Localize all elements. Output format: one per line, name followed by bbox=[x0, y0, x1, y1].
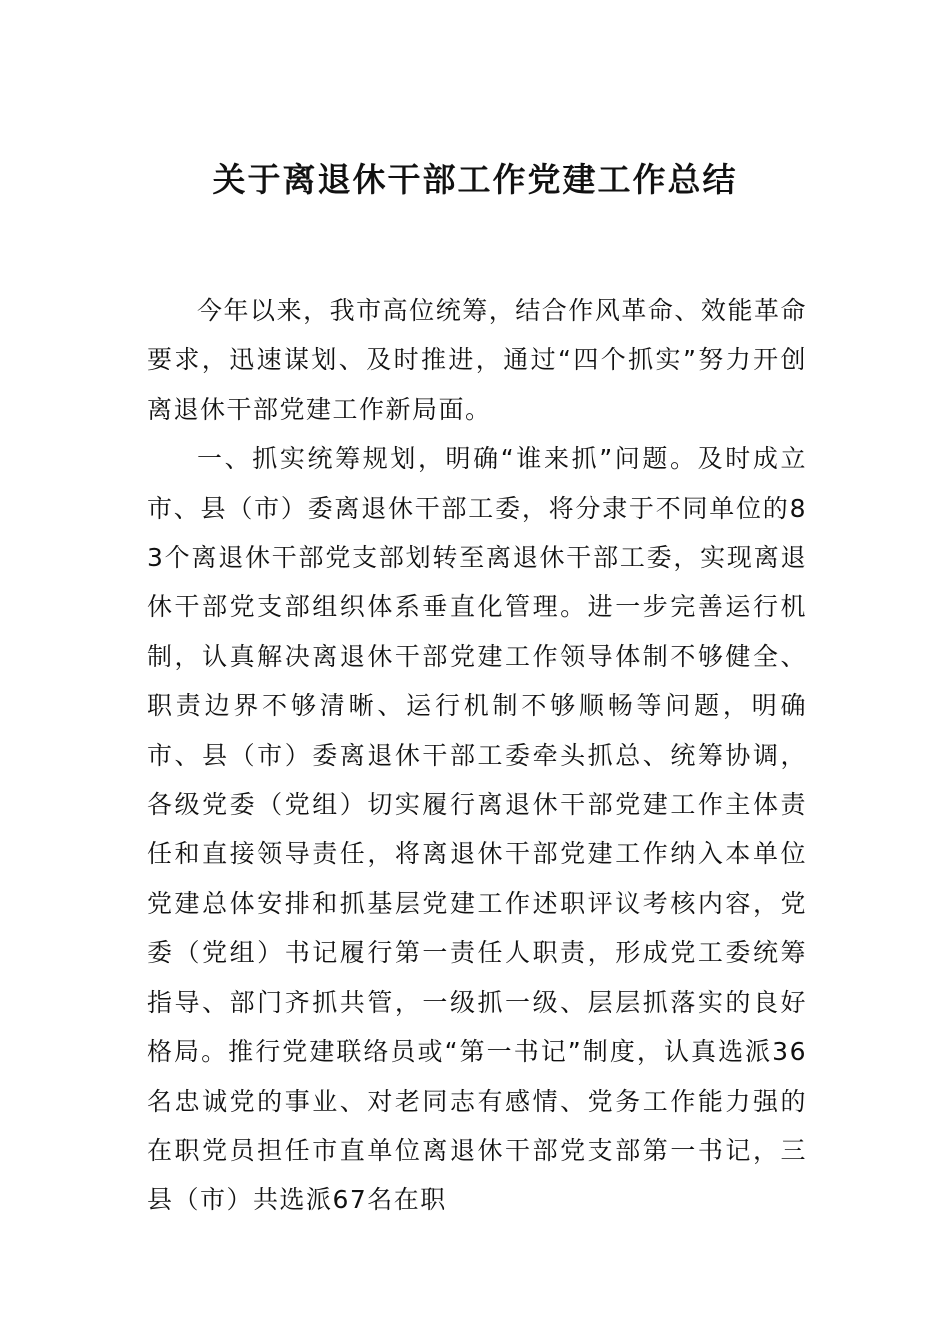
paragraph-intro: 今年以来，我市高位统筹，结合作风革命、效能革命要求，迅速谋划、及时推进，通过“四个抓实”努力开创离退休干部党建工作新局面。 bbox=[147, 296, 807, 424]
document-title: 关于离退休干部工作党建工作总结 bbox=[212, 160, 738, 199]
paragraph-section-1: 一、抓实统筹规划，明确“谁来抓”问题。及时成立市、县（市）委离退休干部工委，将分隶于不同单位的83个离退休干部党支部划转至离退休干部工委，实现离退休干部党支部组织体系垂直化管理。进一步完善运行机制，认真解决离退休干部党建工作领导体制不够健全、职责边界不够清晰、运行机制不够顺畅等问题，明确市、县（市）委离退休干部工委牵头抓总、统筹协调，各级党委（党组）切实履行离退休干部党建工作主体责任和直接领导责任，将离退休干部党建工作纳入本单位党建总体安排和抓基层党建工作述职评议考核内容，党委（党组）书记履行第一责任人职责，形成党工委统筹指导、部门齐抓共管，一级抓一级、层层抓落实的良好格局。推行党建联络员或“第一书记”制度，认真选派36名忠诚党的事业、对老同志有感情、党务工作能力强的在职党员担任市直单位离退休干部党支部第一书记，三县（市）共选派67名在职 bbox=[147, 444, 807, 1215]
document-body bbox=[147, 286, 807, 1225]
